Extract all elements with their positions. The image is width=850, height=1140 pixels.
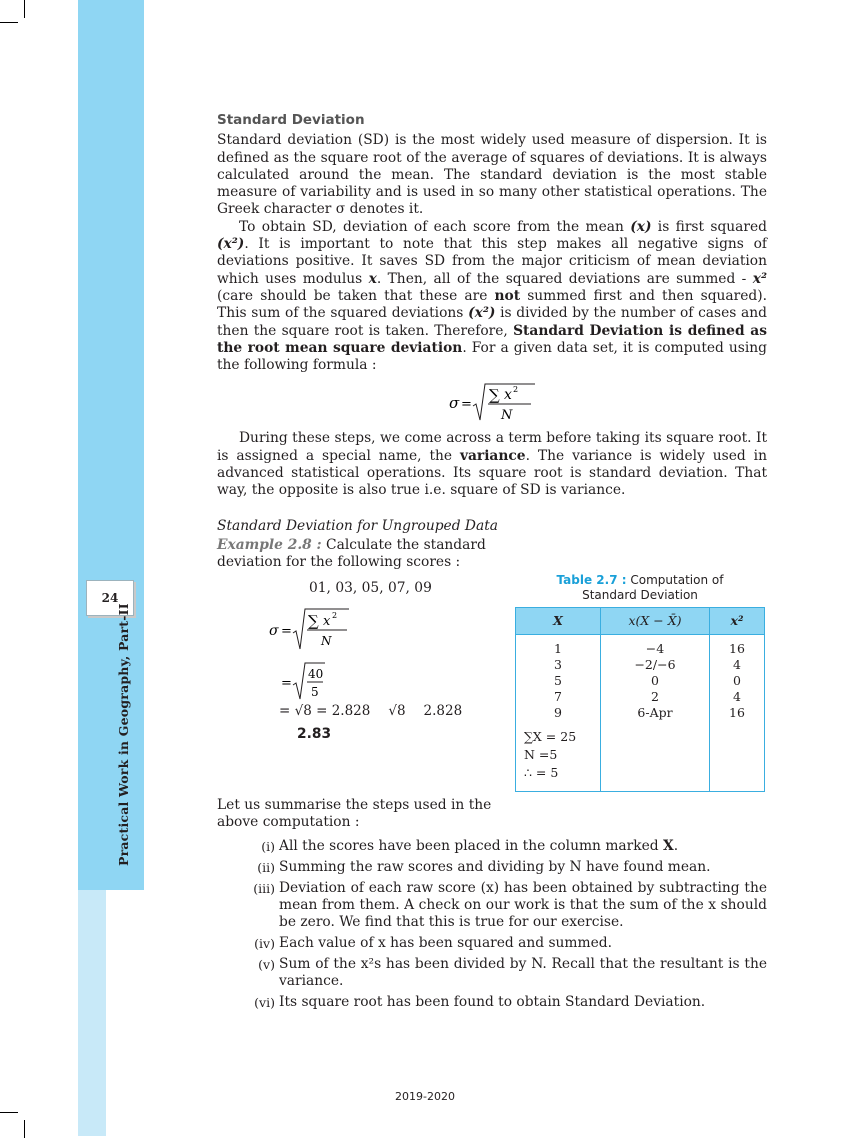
calc-formula	[267, 605, 417, 655]
summary-intro: Let us summarise the steps used in the above computation :	[217, 796, 492, 831]
calc-fraction	[279, 659, 399, 703]
table-empty-cell	[710, 722, 765, 792]
table-col-squared: 16 4 0 4 16	[710, 634, 765, 722]
list-item: (v) Sum of the x²s has been divided by N. Recall that the resultant is the variance.	[258, 955, 767, 989]
table-row	[516, 722, 765, 792]
subheading-ungrouped: Standard Deviation for Ungrouped Data	[217, 517, 498, 534]
table-col-x: 1 3 5 7 9	[516, 634, 601, 722]
page-content	[217, 112, 767, 1015]
formula-x: x	[504, 387, 512, 404]
table-block	[515, 573, 765, 792]
paragraph-procedure: To obtain SD, deviation of each score from the mean (x) is first squared (x²). It is important to note that this step makes all negative signs of deviations positive. It saves SD from the major criticism of mean deviation which uses modulus x. Then, all of the squared deviations are summed - x² (care should be taken that these are not summed first and then squared). This sum of the squared deviations (x²) is divided by the number of cases and then the square root is taken. Therefore, Standard Deviation is defined as the root mean square deviation. For a given data set, it is computed using the following formula :	[217, 218, 768, 374]
list-item: (iv) Each value of x has been squared and summed.	[254, 934, 612, 951]
table-caption: Table 2.7 : Computation of Standard Deviation	[556, 572, 724, 602]
table-header-x: X	[516, 607, 601, 634]
crop-mark	[0, 22, 18, 23]
page-number: 24	[86, 580, 134, 616]
calc-x: x	[323, 613, 331, 629]
table-header-squared: x²	[710, 607, 765, 634]
sd-formula	[217, 382, 767, 424]
crop-mark	[24, 0, 25, 18]
list-item: (iii) Deviation of each raw score (x) has been obtained by subtracting the mean from them. A check on our work is that the sum of the x should be zero. We find that this is true for our exercise.	[253, 879, 767, 930]
calc-n: N	[321, 633, 332, 648]
calc-denominator: 5	[311, 684, 319, 699]
formula-sum: ∑	[489, 386, 500, 405]
formula-equals: =	[461, 397, 472, 413]
formula-sup: 2	[513, 385, 519, 395]
list-item: (ii) Summing the raw scores and dividing by N have found mean.	[257, 858, 711, 875]
table-header-deviation: x(X − X̄)	[601, 607, 710, 634]
calc-sup: 2	[332, 610, 338, 620]
calc-fraction-equals: =	[281, 675, 292, 691]
list-item: (vi) Its square root has been found to obtain Standard Deviation.	[254, 993, 706, 1010]
summary-steps	[217, 838, 767, 1011]
example-statement: Example 2.8 : Calculate the standard deviation for the following scores :	[217, 536, 486, 571]
running-head: Practical Work in Geography, Part-II	[116, 603, 131, 866]
crop-mark	[24, 1120, 25, 1138]
list-item: (i) All the scores have been placed in the column marked X.	[261, 837, 679, 854]
paragraph-intro: Standard deviation (SD) is the most widely used measure of dispersion. It is defined as the square root of the average of squares of deviations. It is always calculated around the mean. The standard deviation is the most stable measure of variability and is used in so many other statistical operations. The Greek character σ denotes it.	[217, 132, 767, 218]
calc-sum: ∑	[308, 611, 319, 630]
table-empty-cell	[601, 722, 710, 792]
example-scores: 01, 03, 05, 07, 09	[309, 579, 432, 596]
formula-sigma: σ	[449, 394, 460, 413]
sd-table	[515, 607, 765, 792]
calc-answer: 2.83	[297, 726, 332, 743]
footer-year: 2019-2020	[395, 1090, 455, 1103]
calc-result: = √8 = 2.828 √8 2.828	[279, 702, 463, 719]
table-footer-sum: ∑X = 25 N =5 ∴ = 5	[516, 722, 601, 792]
table-col-deviation: −4 −2/−6 0 2 6-Apr	[601, 634, 710, 722]
table-row	[516, 634, 765, 722]
calc-sigma: σ	[269, 622, 279, 639]
paragraph-variance: During these steps, we come across a term before taking its square root. It is assigned a special name, the variance. The variance is widely used in advanced statistical operations. Its square root is standard deviation. That way, the opposite is also true i.e. square of SD is variance.	[217, 430, 767, 499]
calc-numerator: 40	[308, 666, 324, 681]
formula-n: N	[501, 408, 513, 424]
example-block	[217, 537, 767, 797]
example-left	[217, 537, 507, 743]
crop-mark	[0, 1112, 18, 1113]
calc-equals: =	[281, 623, 292, 639]
section-heading: Standard Deviation	[217, 112, 365, 128]
margin-band	[78, 0, 144, 890]
